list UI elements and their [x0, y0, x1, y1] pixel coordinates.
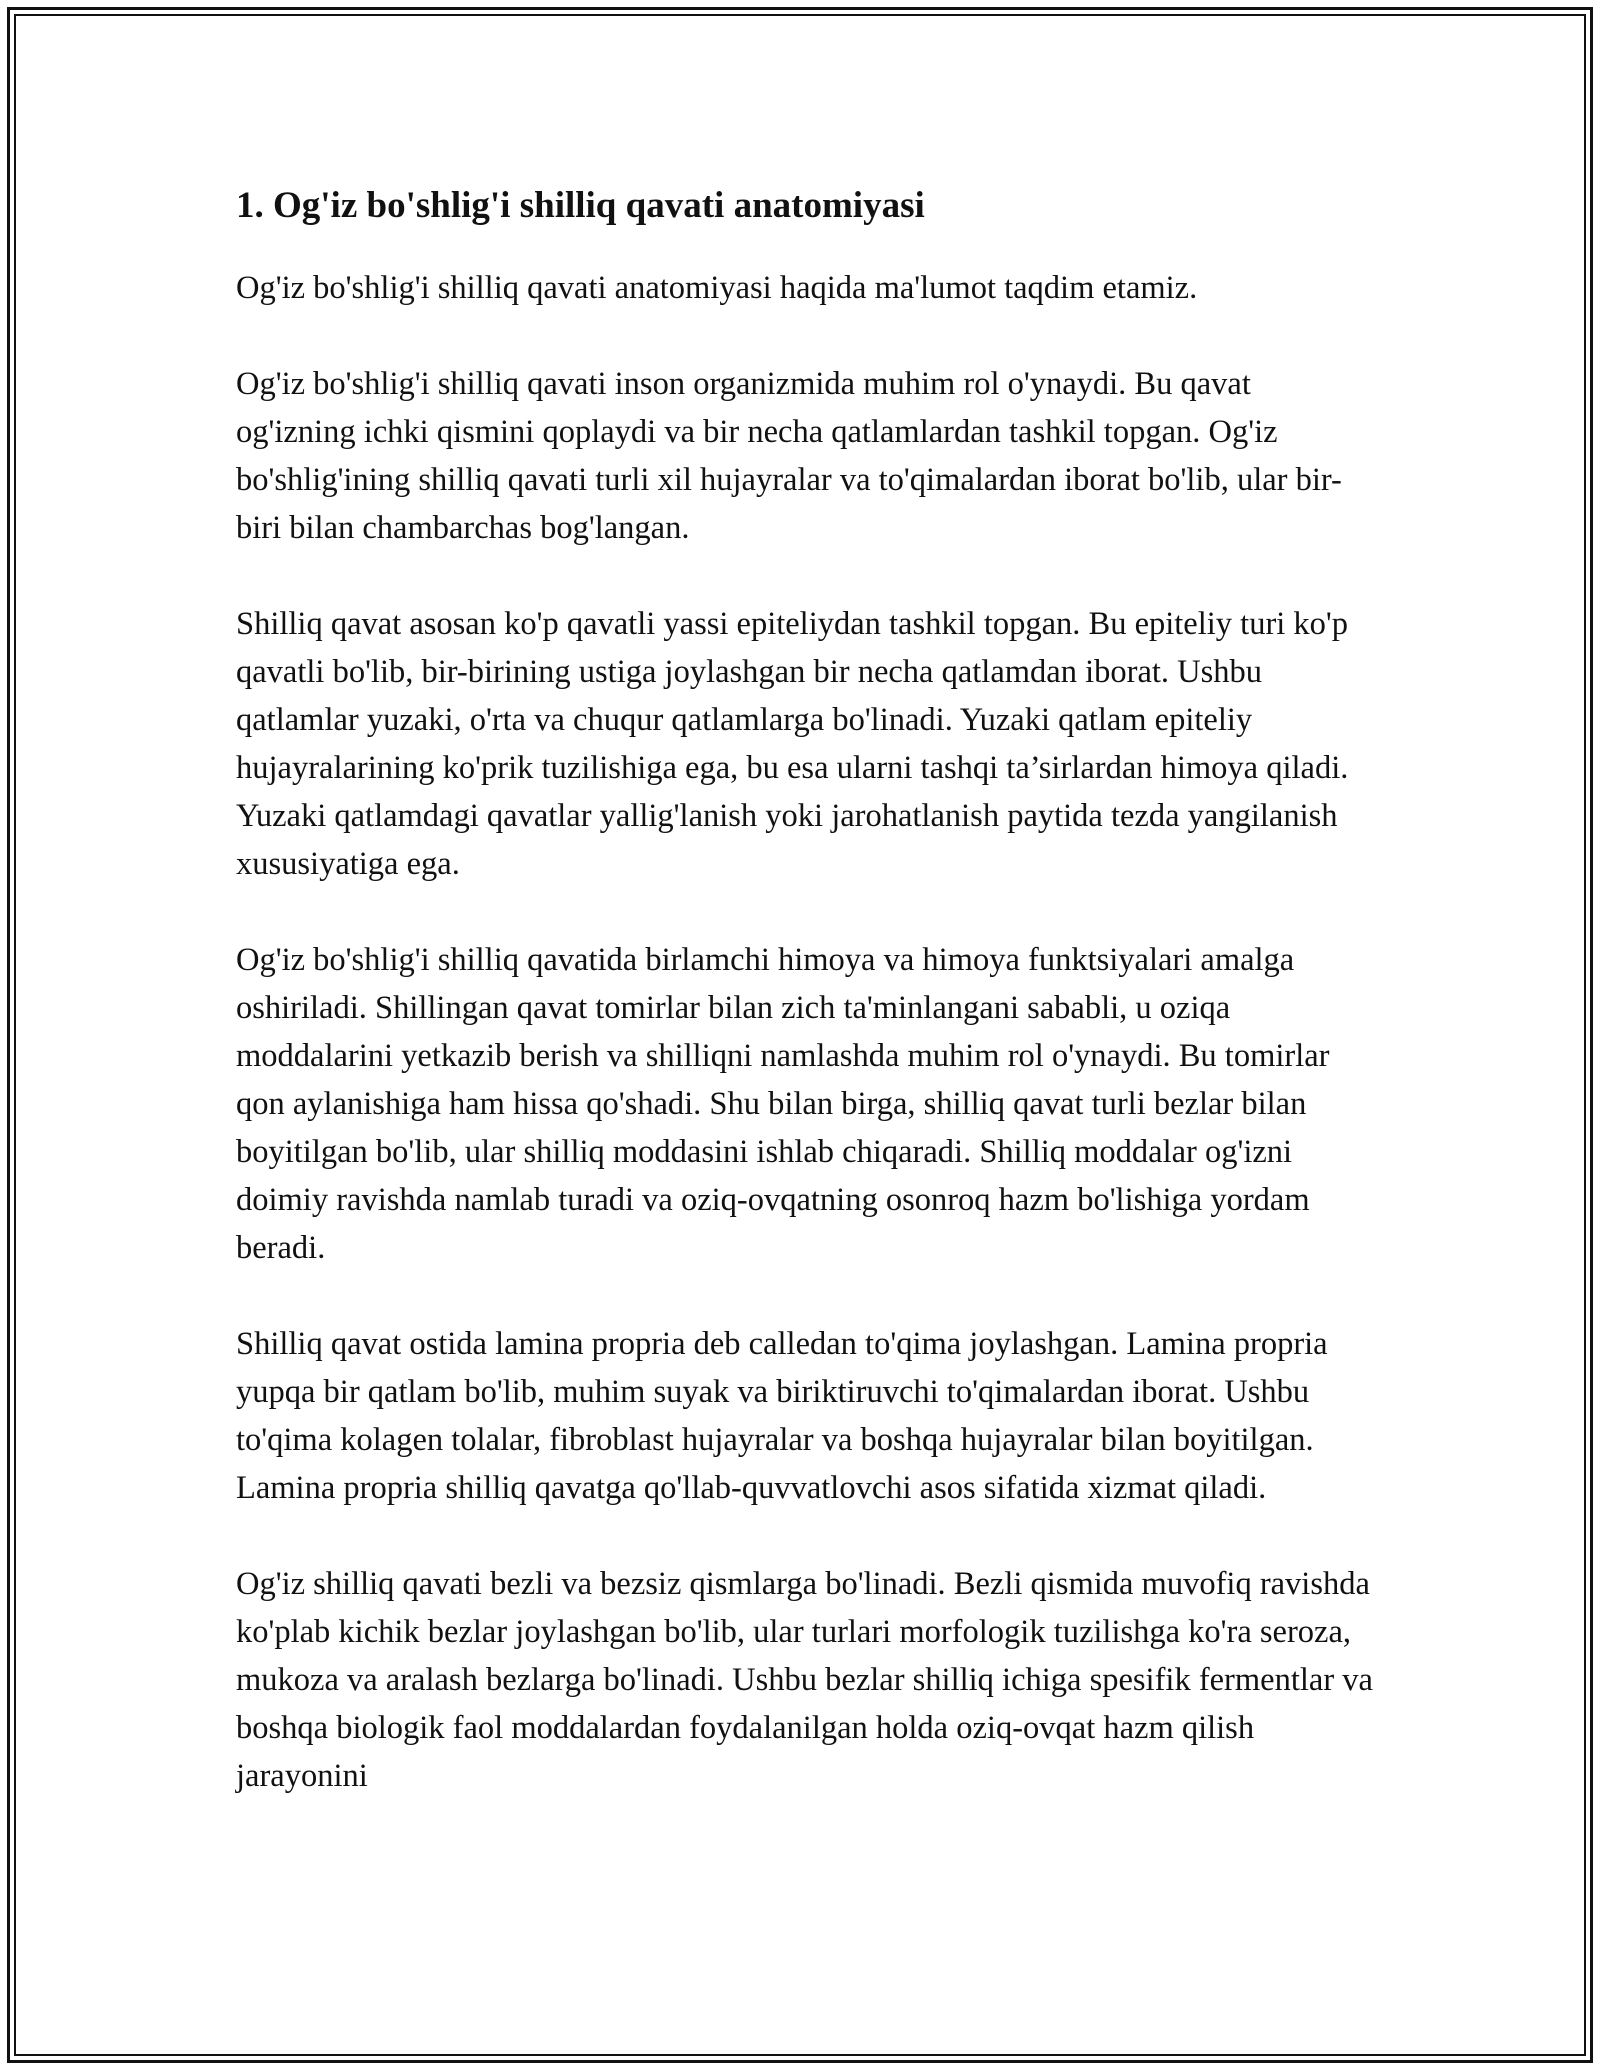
section-heading: 1. Og'iz bo'shlig'i shilliq qavati anatomiyasi [236, 185, 925, 226]
paragraph-lamina-propria: Shilliq qavat ostida lamina propria deb calledan to'qima joylashgan. Lamina propria yupqa bir qatlam bo'lib, muhim suyak va biriktiruvchi to'qimalardan iborat. Ushbu to'qima kolagen tolalar, fibroblast hujayralar va boshqa hujayralar bilan boyitilgan. Lamina propria shilliq qavatga qo'llab-quvvatlovchi asos sifatida xizmat qiladi. [236, 1326, 1328, 1506]
document-body [236, 182, 1376, 1848]
paragraph-overview: Og'iz bo'shlig'i shilliq qavati inson organizmida muhim rol o'ynaydi. Bu qavat og'izning ichki qismini qoplaydi va bir necha qatlamlardan tashkil topgan. Og'iz bo'shlig'ining shilliq qavati turli xil hujayralar va to'qimalardan iborat bo'lib, ular bir-biri bilan chambarchas bog'langan. [236, 366, 1342, 546]
paragraph-intro: Og'iz bo'shlig'i shilliq qavati anatomiyasi haqida ma'lumot taqdim etamiz. [236, 270, 1198, 306]
paragraph-glands: Og'iz shilliq qavati bezli va bezsiz qismlarga bo'linadi. Bezli qismida muvofiq ravishda ko'plab kichik bezlar joylashgan bo'lib, ular turlari morfologik tuzilishga ko'ra seroza, mukoza va aralash bezlarga bo'linadi. Ushbu bezlar shilliq ichiga spesifik fermentlar va boshqa biologik faol moddalardan foydalanilgan holda oziq-ovqat hazm qilish jarayonini [236, 1566, 1373, 1794]
paragraph-epithelium: Shilliq qavat asosan ko'p qavatli yassi epiteliydan tashkil topgan. Bu epiteliy turi ko'p qavatli bo'lib, bir-birining ustiga joylashgan bir necha qatlamdan iborat. Ushbu qatlamlar yuzaki, o'rta va chuqur qatlamlarga bo'linadi. Yuzaki qatlam epiteliy hujayralarining ko'prik tuzilishiga ega, bu esa ularni tashqi ta’sirlardan himoya qiladi. Yuzaki qatlamdagi qavatlar yallig'lanish yoki jarohatlanish paytida tezda yangilanish xususiyatiga ega. [236, 606, 1349, 882]
paragraph-protective-functions: Og'iz bo'shlig'i shilliq qavatida birlamchi himoya va himoya funktsiyalari amalga oshiriladi. Shillingan qavat tomirlar bilan zich ta'minlangani sababli, u oziqa moddalarini yetkazib berish va shilliqni namlashda muhim rol o'ynaydi. Bu tomirlar qon aylanishiga ham hissa qo'shadi. Shu bilan birga, shilliq qavat turli bezlar bilan boyitilgan bo'lib, ular shilliq moddasini ishlab chiqaradi. Shilliq moddalar og'izni doimiy ravishda namlab turadi va oziq-ovqatning osonroq hazm bo'lishiga yordam beradi. [236, 942, 1330, 1266]
